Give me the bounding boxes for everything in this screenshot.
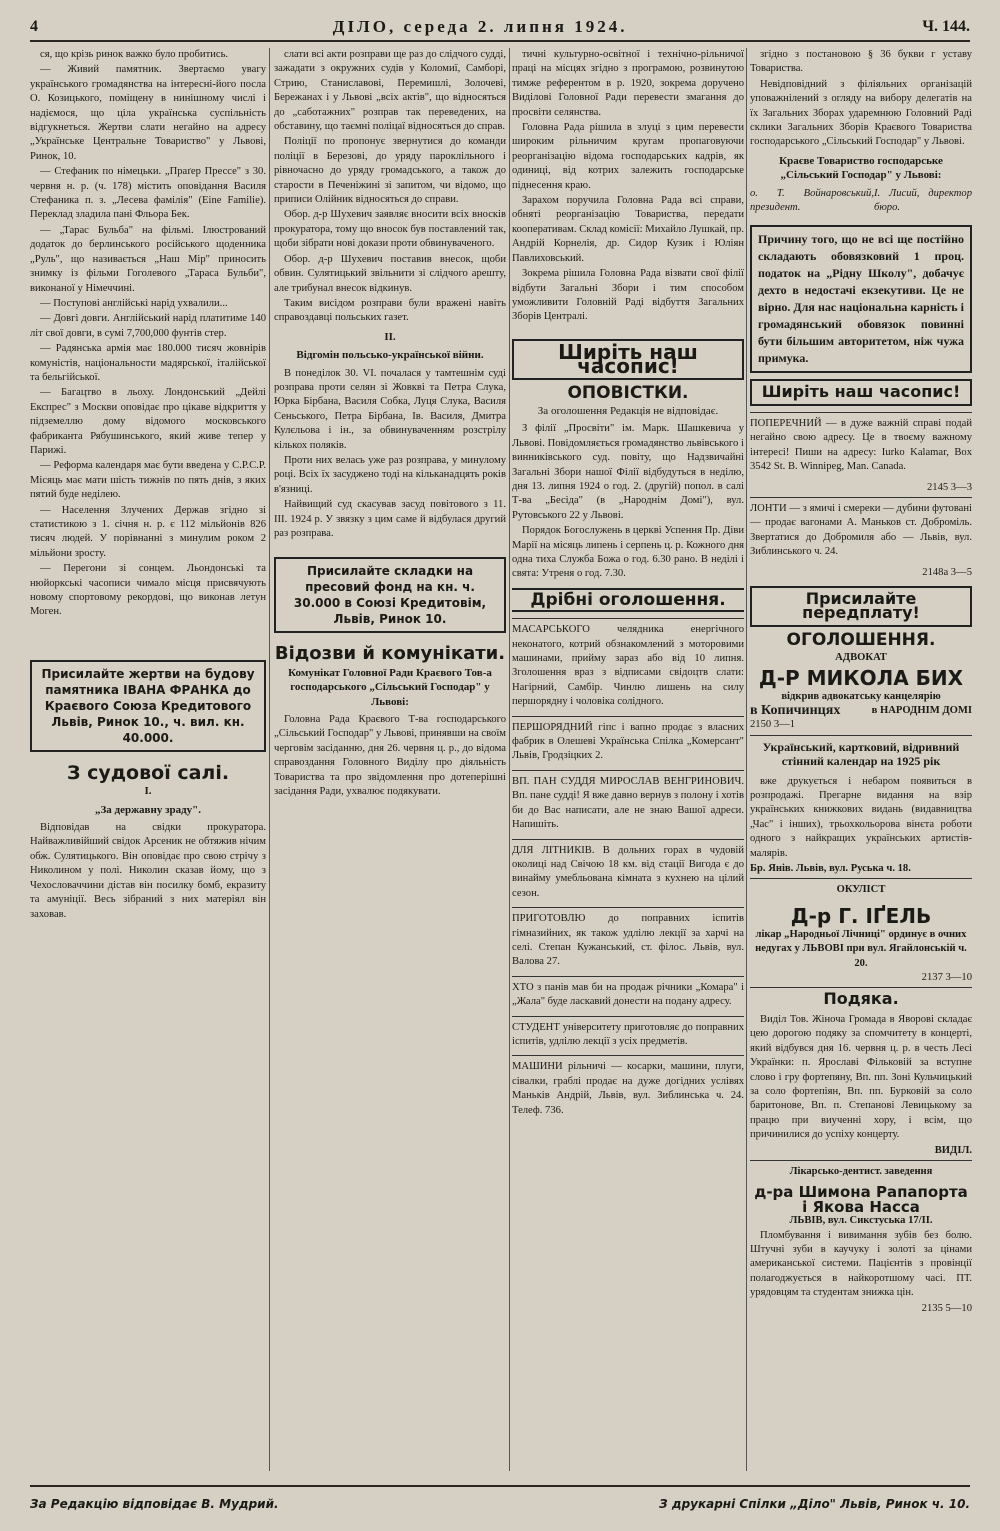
calendar-title: Український, картковий, відривний стінний календар на 1925 рік xyxy=(750,735,972,773)
column-4 xyxy=(750,48,972,1471)
ad-code: 2137 3—10 xyxy=(921,972,972,984)
appeals-subtitle: Комунікат Головної Ради Краєвого Тов-а господарського „Сільський Господар" у Львові: xyxy=(288,666,492,708)
article-paragraph: Поліції по пропонує звернутися до команди поліції в Березові, до уряду пароклільного і рівночасно до уряду громадського, а також до старости в Печеніжині зі запитом, чи відомо, що приписи Олійник відносяться до справи. xyxy=(274,136,506,206)
page-header xyxy=(30,14,970,42)
classified-ad: ЛОНТИ — з ямичі і смереки — дубини футовані — продає вагонами А. Маньков ст. Доброміль. Звертатися до Добромиля або — Львів, вул. Зиблинського ч. 24. xyxy=(750,497,972,564)
announcements-title: ОПОВІСТКИ. xyxy=(567,382,689,403)
appeals-text: Головна Рада Краєвого Т-ва господарського „Сільський Господар" у Львові, принявши на своїм черговім засіданню, дня 26. червня ц. р., до відома справоздання Головного Виділу про діяльність Товариства та про звідомлення про дотеперішні засідання Ради, ухвалює подякувати. xyxy=(274,714,506,798)
masthead: ДІЛО, середа 2. липня 1924. xyxy=(332,17,628,36)
article-paragraph: Невідповідний з філіяльних організацій уповажнілений з огляду на вибору делегатів на їх Загальних Зборах ударемнюю Головний Раді склики Загальних Зборів Краєвого Товариства господарського „Сільський Господар" у Львові. xyxy=(750,78,972,148)
classified-ad: СТУДЕНТ університету приготовляє до поправних іспитів, удлілю лекції з усіх предметів. xyxy=(512,1016,744,1054)
subscribe-box: Присилайте передплату! xyxy=(750,586,972,627)
news-item: — Живий памятник. Звертаємо увагу українського громадянства на інтересні-його посла О. Козицького, поміщену в нинішному числі і надіємося, що ціла українська суспільність відгукнеться. Жертви слати негайно на адресу „Українське Центральне Товариство" у Львові, Ринок, 10. xyxy=(30,64,266,162)
oculist-name: Д-р Г. ІҐЕЛЬ xyxy=(790,903,932,928)
announcements-disclaimer: За оголошення Редакція не відповідає. xyxy=(537,404,719,417)
ad-code: 2150 3—1 xyxy=(750,719,796,731)
dental-text: Пломбування і вивимання зубів без болю. Штучні зуби в каучуку і золоті за цінами американської системи. Пацієнтів з провінції полагоджується в найкоротшому часі. ПТ. урядовцям та студентам знижка цін. xyxy=(750,1229,972,1299)
court-section-subtitle: „За державну зраду". xyxy=(94,803,202,816)
small-ads-title: Дрібні оголошення. xyxy=(512,588,744,612)
ad-code: 2148a 3—5 xyxy=(922,566,972,578)
ad-code: 2145 3—3 xyxy=(926,481,972,493)
article-paragraph: В понеділок 30. VI. почалася у тамтешнім суді розправа проти селян зі Жовкві та Петра Слука, Юрка Бірбана, Василя Собка, Луця Слука, Василя Сеньського, Петра Бірбана, Ів. Василя, Дмитра Кулєльова і ін., за обвинуваченням розстрілу кількох поляків. xyxy=(274,367,506,451)
article-paragraph: Зокрема рішила Головна Рада візвати свої філії відбути Загальні Збори і тим способом уможливити Головній Раді відбуття Загальних Зборів Централі. xyxy=(512,268,744,323)
classified-ad: ХТО з панів мав би на продаж річники „Комара" і „Жала" буде ласкавий донести на подану адресу. xyxy=(512,976,744,1014)
classified-ad: ПЕРШОРЯДНИЙ гіпс і вапно продає з власних фабрик в Олешеві Українська Спілка „Комерсант" Львів, Гродзіцких 2. xyxy=(512,716,744,768)
signature-president: о. Т. Войнаровський, президент. xyxy=(750,187,874,214)
dental-name: д-ра Шимона Рапапорта і Якова Насса xyxy=(754,1183,968,1216)
lawyer-text: відкрив адвокатську канцелярію xyxy=(781,690,941,702)
court-text: Відповідав на свідки прокуратора. Найважливійший свідок Арсеник не обтяжив нічим обж. Сулятицького. Він оповідає про свою стрічу з Николином у полі. Николин сказав йому, що з Чехословаччини дістав він посилку бомб, екразиту та амуніції. Весь зібраний з них матеріял він заховав. xyxy=(30,822,266,920)
article-paragraph: тичні культурно-освітної і технічно-рільничої праці на місцях згідно з програмою, розвинутою тимже референтом в р. 1920, зокрема доручено Виділові Головної Ради перевести змагання до просвіти селянства. xyxy=(512,49,744,118)
column-divider xyxy=(509,48,510,1471)
article-paragraph: Таким висідом розправи були вражені навіть справоздавці польських газет. xyxy=(274,297,506,324)
announcement: З філії „Просвіти" ім. Марк. Шашкевича у Львові. Повідомляється громадянство львівського і винниківського суд. повіту, що Надзвичайні Загальні Збори нашої Філії відбудуться в неділю, дня 13. липня 1924 о год. 2. (другій) попол. в салі Т-ва „Бесіда" (в „Народнім Домі"), вул. Рутовського 22 у Львові. xyxy=(512,423,744,521)
classified-ad: МАСАРСЬКОГО челядника енергічного неконатого, котрий обзнакомлений з моторовими машинами, прийму зараз або від 10 липня. Зголошення враз з відписами свідоцтв слати: Нагірний, Самбір. Чинлю лишень на силу першорядну і чоловіка солідного. xyxy=(512,618,744,713)
news-item: — Довгі довги. Англійський нарід платитиме 140 літ свої довги, в сумі 7,700,000 фунтів стер. xyxy=(30,313,266,339)
thanks-signature: ВИДІЛ. xyxy=(934,1144,972,1156)
thanks-text: Виділ Тов. Жіноча Громада в Яворові складає цею дорогою подяку за спомчитету в концерті, який відбувся дня 16. червня ц. р. в честь Лесі Українки: п. Ярославі Фільковій за вступне слово і гру фортепяну, Вп. пп. Зоні Кульчицький за соло фортепіян, Вп. пп. Бурковій за соло баритонове, Вп. п. Степанові Левицькому за працю при виученні хору, і всім, що причинилися до успіху концерту. xyxy=(750,1013,972,1141)
dental-address: ЛЬВІВ, вул. Сикстуська 17/II. xyxy=(789,1215,933,1227)
oculist-word: ОКУЛІСТ xyxy=(750,878,972,901)
article-paragraph: Проти них велась уже раз розправа, у минулому році. Всіх їх засуджено тоді на кільканадцять років в'язниці. xyxy=(274,454,506,495)
article-paragraph: Обор. д-р Шухевич поставив внесок, щоби обвин. Сулятицький звільнити зі слідчого арешту, але трибунал внесок відкинув. xyxy=(274,253,506,294)
signature-director: І. Лисий, директор бюро. xyxy=(874,187,972,214)
article-paragraph: Зарахом поручила Головна Рада всі справи, обняті реорганізацію Товариства, передати кооперативам. Склад комісії: Михайло Лушкай, пр. Андрій Корнелія, др. Сидор Кузик і Юліян Павлиховський. xyxy=(512,195,744,264)
column-2 xyxy=(274,48,506,1471)
column-3 xyxy=(512,48,744,1471)
court-section-title: З судової салі. xyxy=(66,761,230,784)
announcement: Порядок Богослужень в церкві Успення Пр. Діви Марії на місяць липень і серпень ц. р. Кожного дня одна тиха Служба Божа о год. 6.30 рано. В неділі і свята: Утреня о год. 7.30. xyxy=(512,525,744,580)
oculist-text: лікар „Народньої Лічниці" ординує в очних недугах у ЛЬВОВІ при вул. Ягайлонській ч. 20. xyxy=(755,928,967,969)
calendar-text: вже друкується і небаром появиться в розпродажі. Прегарне видання на взір українських книжкових видань (видавництва „Час" і інших), трьохкольорова вінєта роботи одного з найкращих українських артистів-малярів. xyxy=(750,775,972,859)
press-fund-box: Присилайте складки на пресовий фонд на кн. ч. 30.000 в Союзі Кредитовім, Львів, Ринок 10. xyxy=(274,557,506,633)
ads-title: ОГОЛОШЕННЯ. xyxy=(786,629,936,650)
franko-monument-box: Присилайте жертви на будову памятника ІВАНА ФРАНКА до Краєвого Союза Кредитового Львів, Ринок 10., ч. вил. кн. 40.000. xyxy=(30,660,266,752)
issue-number: Ч. 144. xyxy=(922,18,970,35)
editor-credit: За Редакцію відповідає В. Мудрий. xyxy=(30,1497,279,1511)
lawyer-name: Д-Р МИКОЛА БИХ xyxy=(758,665,964,690)
section-title: Відгомін польсько-української війни. xyxy=(296,349,484,362)
lawyer-place: в НАРОДНІМ ДОМІ xyxy=(871,704,972,716)
native-school-box: Причину того, що не всі ще постійно складають обовязковий 1 проц. податок на „Рідну Школу", добачує дехто в недостачі екзекутиви. Це не вірно. Для нас національна карність і громадянський обовязок повинні бути більшим авторитетом, ніж чужа примука. xyxy=(750,225,972,373)
ad-code: 2135 5—10 xyxy=(921,1302,972,1314)
classified-ad: ПОПЕРЕЧНИЙ — в дуже важній справі подай негайно свою адресу. Це в твоєму важному інтересі! Пиши на адресу: Iurko Kalamar, Box 3542 St. B. Winnipeg, Man. Canada. xyxy=(750,412,972,479)
dental-title: Лікарсько-дентист. заведення xyxy=(750,1160,972,1183)
signatures xyxy=(750,187,972,216)
news-item: — Реформа календаря має бути введена у С.Р.С.Р. Місяць має мати шість тижнів по пять днів, з яких пятий буде неділею. xyxy=(30,460,266,501)
news-item: — Радянська армія має 180.000 тисяч жовнірів комуністів, національности мадярської, італійської та бельгійської. xyxy=(30,343,266,383)
lawyer-word: АДВОКАТ xyxy=(835,652,887,664)
thanks-title: Подяка. xyxy=(750,987,972,1010)
classified-ad: ДЛЯ ЛІТНИКІВ. В дольних горах в чудовій околиці над Свічою 18 км. від стації Вигода є до винайму умебльована кімната з кухнею на цілий сезон. xyxy=(512,839,744,906)
column-1 xyxy=(30,48,266,1471)
calendar-address: Бр. Янів. Львів, вул. Руська ч. 18. xyxy=(750,863,911,875)
news-item: — Перегони зі сонцем. Льондонські та нюйоркські часописи чимало місця присвячують новому спортовому рекордові, що виконав летун Моген. xyxy=(30,563,266,618)
news-item: ся, що крізь ринок важко було пробитись. xyxy=(40,49,229,60)
classified-ad: ВП. ПАН СУДДЯ МИРОСЛАВ ВЕНГРИНОВИЧ. Вп. пане судді! Я вже давно вернув з полону і хотів би до Вас написати, але не знаю Вашої адреси. Напишіть. xyxy=(512,770,744,837)
printer-credit: З друкарні Спілки „Діло" Львів, Ринок ч. 10. xyxy=(659,1497,970,1511)
page-number: 4 xyxy=(30,18,38,35)
news-item: — Багацтво в льоху. Лондонський „Дейлі Експрес" з Москви оповідає про цікаве відкриття у підземеллю дому відомого московського фабриканта Рябушинського, який живе тепер у Парижі. xyxy=(30,387,266,456)
lawyer-city: в Копичинцях xyxy=(750,702,841,718)
classified-ad: МАШИНИ рільничі — косарки, машини, плуги, сівалки, граблі продає на дуже догідних услівях Маньків Андрій, Львів, вул. Зиблинська ч. 24. Телеф. 736. xyxy=(512,1055,744,1122)
article-paragraph: слати всі акти розправи ще раз до слідчого судді, зажадати з окружних судів у Коломиї, Самборі, Стрию, Станиславові, Перемишлі, Золочеві, Бережанах і у Львові „всіх актів", що відносяться до „саботажних" розправ так переведених, на обставину, що таємні поліцаї відносяться до справ. xyxy=(274,49,506,133)
lawyer-location xyxy=(750,704,972,718)
column-divider xyxy=(746,48,747,1471)
article-paragraph: Головна Рада рішила в злуці з цим перевести широким рільничим кругам пропаговуючи реорганізацію відома господарських кадрів, як одиниці, від котрих залежить господарське піднесення краю. xyxy=(512,122,744,191)
news-item: — Поступові англійські нарід ухвалили... xyxy=(40,297,228,309)
news-item: — „Тарас Бульба" на фільмі. Ілюстрований додаток до берлинського російського щоденника „Руль", що називається „Наш Мір" приносить знимку із фільми Гоголевого „Тараса Бульби", виконаної у Німеччині. xyxy=(30,224,266,294)
spread-newspaper-box-2: Ширіть наш часопис! xyxy=(750,379,972,405)
page-footer xyxy=(30,1485,970,1511)
appeals-title: Відозви й комунікати. xyxy=(274,643,506,665)
article-paragraph: Обор. д-р Шухевич заявляє вносити всіх вносків прокуратора, тому що вносок був поставлений так, щоби зібрати нові докази проти обвинуваченого. xyxy=(274,209,506,250)
signature-heading: Краєве Товариство господарське „Сільський Господар" у Львові: xyxy=(779,154,943,182)
article-paragraph: Найвищий суд скасував засуд повітового з 11. III. 1924 р. У звязку з цим саме й відбулася другий раз розправа. xyxy=(274,499,506,539)
news-item: — Населення Злучених Держав згідно зі статистикою з 1. січня н. р. є 112 мільйонів 826 тисяч людей. У порівнанні з минулим роком 2 мільйони зросту. xyxy=(30,504,266,559)
news-item: — Стефаник по німецьки. „Праґер Прессе" з 30. червня н. р. (ч. 178) містить оповідання Василя Стефаника п. з. „Лесева фамілія" (Eine Familie). Переклад зладила пані Фльора Бек. xyxy=(30,166,266,221)
section-number: II. xyxy=(384,330,396,343)
classified-ad: ПРИГОТОВЛЮ до поправних іспитів гімназийних, як також удлілю лекції за харчі на селі. Степан Кужанський, ст. філос. Львів, вул. Валова 27. xyxy=(512,907,744,974)
spread-newspaper-box: Ширіть наш часопис! xyxy=(512,339,744,380)
court-section-number: І. xyxy=(144,785,152,798)
column-divider xyxy=(269,48,270,1471)
article-paragraph: згідно з постановою § 36 букви г уставу Товариства. xyxy=(750,49,972,75)
